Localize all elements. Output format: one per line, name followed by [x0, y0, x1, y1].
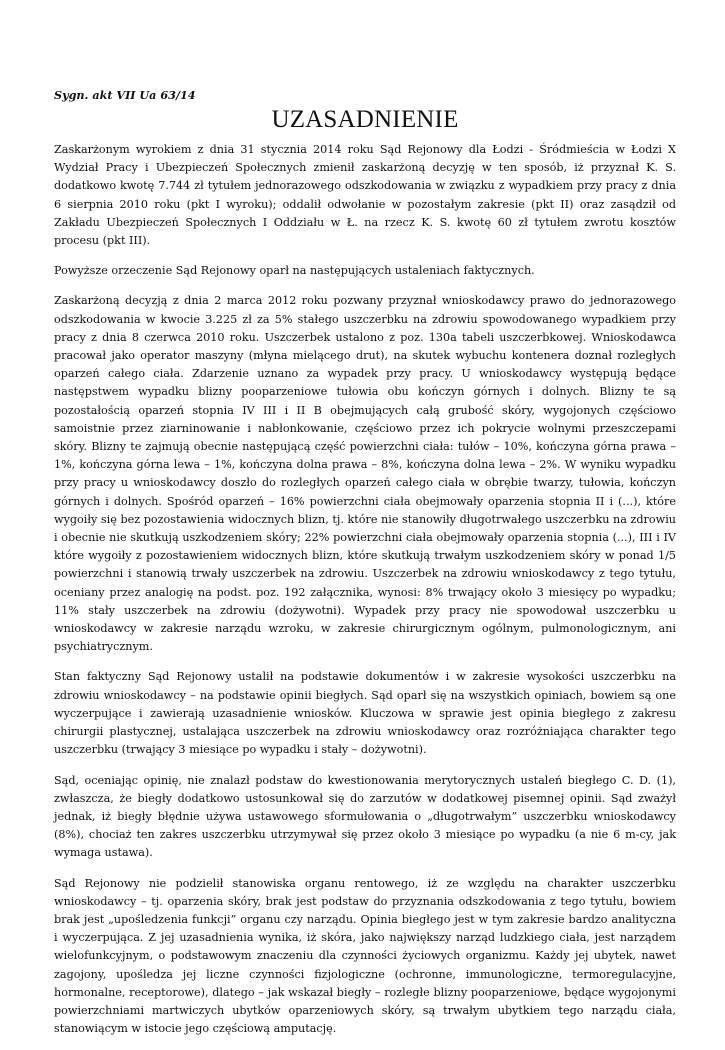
document-page: [54, 88, 676, 1050]
paragraph-decision-facts: Zaskarżoną decyzją z dnia 2 marca 2012 roku pozwany przyznał wnioskodawcy prawo do jednorazowego odszkodowania w kwocie 3.225 zł za 5% stałego uszczerbku na zdrowiu spowodowanego wypadkiem przy pracy z dnia 8 czerwca 2010 roku. Uszczerbek ustalono z poz. 130a tabeli uszczerbkowej. Wnioskodawca pracował jako operator maszyny (młyna mielącego drut), na skutek wybuchu kontenera doznał rozległych oparzeń całego ciała. Zdarzenie uznano za wypadek przy pracy. U wnioskodawcy występują będące następstwem wypadku blizny pooparzeniowe tułowia obu kończyn górnych i dolnych. Blizny te są pozostałością oparzeń stopnia IV III i II B obejmujących całą grubość skóry, wygojonych częściowo samoistnie przez ziarninowanie i nabłonkowanie, częściowo przez ich pokrycie wolnymi przeszczepami skóry. Blizny te zajmują obecnie następującą część powierzchni ciała: tułów – 10%, kończyna górna prawa – 1%, kończyna górna lewa – 1%, kończyna dolna prawa – 8%, kończyna dolna lewa – 2%. W wyniku wypadku przy pracy u wnioskodawcy doszło do rozległych oparzeń całego ciała w obrębie twarzy, tułowia, kończyn górnych i dolnych. Spośród oparzeń – 16% powierzchni ciała obejmowały oparzenia stopnia II i (...), które wygoiły się bez pozostawienia widocznych blizn, tj. które nie stanowiły długotrwałego uszczerbku na zdrowiu i obecnie nie skutkują uszkodzeniem skóry; 22% powierzchni ciała obejmowały oparzenia stopnia (...), III i IV które wygoiły z pozostawieniem widocznych blizn, które skutkują trwałym uszkodzeniem skóry w ponad 1/5 powierzchni i stanowią trwały uszczerbek na zdrowiu. Uszczerbek na zdrowiu wnioskodawcy z tego tytułu, oceniany przez analogię na podst. poz. 192 załącznika, wynosi: 8% trwający około 3 miesięcy po wypadku; 11% stały uszczerbek na zdrowiu (dożywotni). Wypadek przy pracy nie spowodował uszczerbku u wnioskodawcy w zakresie narządu wzroku, w zakresie chirurgicznym ogólnym, pulmonologicznym, ani psychiatrycznym.: [54, 294, 676, 654]
case-signature: Sygn. akt VII Ua 63/14: [54, 88, 196, 102]
paragraph-evidence-basis: Stan faktyczny Sąd Rejonowy ustalił na podstawie dokumentów i w zakresie wysokości uszczerbku na zdrowiu wnioskodawcy – na podstawie opinii biegłych. Sąd oparł się na wszystkich opiniach, bowiem są one wyczerpujące i zawierają uzasadnienie wniosków. Kluczowa w sprawie jest opinia biegłego z zakresu chirurgii plastycznej, ustalająca uszczerbek na zdrowiu wnioskodawcy oraz rozróżniająca charakter tego uszczerbku (trwający 3 miesiące po wypadku i stały – dożywotni).: [54, 670, 676, 757]
paragraph-judgment-summary: Zaskarżonym wyrokiem z dnia 31 stycznia 2014 roku Sąd Rejonowy dla Łodzi - Śródmieścia w Łodzi X Wydział Pracy i Ubezpieczeń Społecznych zmienił zaskarżoną decyzję w ten sposób, iż przyznał K. S. dodatkowo kwotę 7.744 zł tytułem jednorazowego odszkodowania w związku z wypadkiem przy pracy z dnia 6 sierpnia 2010 roku (pkt I wyroku); oddalił odwołanie w pozostałym zakresie (pkt II) oraz zasądził od Zakładu Ubezpieczeń Społecznych I Oddziału w Ł. na rzecz K. S. kwotę 60 zł tytułem zwrotu kosztów procesu (pkt III).: [54, 143, 676, 248]
paragraph-findings-intro: Powyższe orzeczenie Sąd Rejonowy oparł na następujących ustaleniach faktycznych.: [54, 264, 535, 278]
document-title: UZASADNIENIE: [271, 106, 459, 133]
paragraph-skin-as-organ: Sąd Rejonowy nie podzielił stanowiska organu rentowego, iż ze względu na charakter uszczerbku wnioskodawcy – tj. oparzenia skóry, brak jest podstaw do przyznania odszkodowania z tego tytułu, bowiem brak jest „upośledzenia funkcji” organu czy narządu. Opinia biegłego jest w tym zakresie bardzo analityczna i wyczerpująca. Z jej uzasadnienia wynika, iż skóra, jako największy narząd ludzkiego ciała, jest narządem wielofunkcyjnym, o podstawowym znaczeniu dla czynności życiowych organizmu. Każdy jej ubytek, nawet zagojony, upośledza jej liczne czynności fizjologiczne (ochronne, immunologiczne, termoregulacyjne, hormonalne, receptorowe), dlatego – jak wskazał biegły – rozległe blizny pooparzeniowe, będące wygojonymi powierzchniami martwiczych ubytków oparzeniowych skóry, są trwałym ubytkiem tego narządu ciała, stanowiącym w istocie jego częściową amputację.: [54, 876, 676, 1036]
paragraph-expert-opinion-assessment: Sąd, oceniając opinię, nie znalazł podstaw do kwestionowania merytorycznych ustaleń biegłego C. D. (1), zwłaszcza, że biegły dodatkowo ustosunkował się do zarzutów w dodatkowej pisemnej opinii. Sąd zważył jednak, iż biegły błędnie używa ustawowego sformułowania o „długotrwałym” uszczerbku wnioskodawcy (8%), chociaż ten zakres uszczerbku utrzymywał się przez około 3 miesiące po wypadku (a nie 6 m-cy, jak wymaga ustawa).: [54, 773, 676, 860]
